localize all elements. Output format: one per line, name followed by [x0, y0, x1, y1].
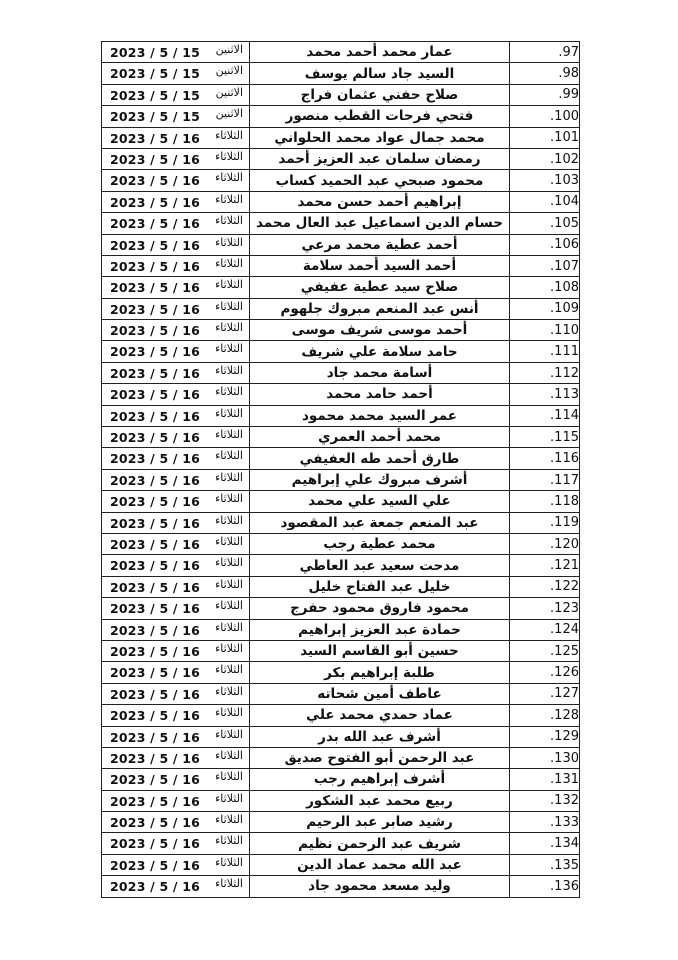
person-name: طلبة إبراهيم بكر: [250, 662, 510, 683]
table-row: [102, 127, 580, 148]
row-number: .102: [510, 148, 580, 169]
row-number: .135: [510, 854, 580, 875]
person-name: خليل عبد الفتاح خليل: [250, 576, 510, 597]
weekday-label: الثلاثاء: [215, 385, 243, 399]
date-cell: [102, 769, 250, 790]
table-row: [102, 384, 580, 405]
date-value: 2023 / 5 / 16: [110, 151, 201, 167]
person-name: علي السيد علي محمد: [250, 491, 510, 512]
row-number: .107: [510, 255, 580, 276]
row-number: .103: [510, 170, 580, 191]
date-cell: [102, 598, 250, 619]
table-row: [102, 662, 580, 683]
person-name: ربيع محمد عبد الشكور: [250, 790, 510, 811]
row-number: .109: [510, 298, 580, 319]
date-value: 2023 / 5 / 15: [110, 66, 201, 82]
date-cell: [102, 405, 250, 426]
row-number: .115: [510, 427, 580, 448]
weekday-label: الثلاثاء: [215, 748, 243, 762]
person-name: شريف عبد الرحمن نظيم: [250, 833, 510, 854]
date-value: 2023 / 5 / 16: [110, 387, 201, 403]
row-number: .122: [510, 576, 580, 597]
weekday-label: الثلاثاء: [215, 791, 243, 805]
date-cell: [102, 726, 250, 747]
weekday-label: الثلاثاء: [215, 278, 243, 292]
date-cell: [102, 127, 250, 148]
date-cell: [102, 491, 250, 512]
roster-table-body: [102, 42, 580, 898]
date-value: 2023 / 5 / 16: [110, 494, 201, 510]
weekday-label: الثلاثاء: [215, 299, 243, 313]
date-cell: [102, 277, 250, 298]
row-number: .99: [510, 84, 580, 105]
table-row: [102, 106, 580, 127]
weekday-label: الثلاثاء: [215, 556, 243, 570]
date-value: 2023 / 5 / 16: [110, 815, 201, 831]
weekday-label: الاثنين: [215, 43, 243, 56]
row-number: .108: [510, 277, 580, 298]
person-name: عبد الرحمن أبو الفتوح صديق: [250, 747, 510, 768]
weekday-label: الثلاثاء: [215, 534, 243, 548]
date-value: 2023 / 5 / 16: [110, 301, 201, 317]
person-name: رشيد صابر عبد الرحيم: [250, 812, 510, 833]
person-name: طارق أحمد طه العفيفي: [250, 448, 510, 469]
date-value: 2023 / 5 / 16: [110, 344, 201, 360]
weekday-label: الثلاثاء: [215, 599, 243, 613]
weekday-label: الاثنين: [215, 64, 243, 78]
row-number: .101: [510, 127, 580, 148]
date-cell: [102, 384, 250, 405]
date-value: 2023 / 5 / 16: [110, 536, 201, 552]
row-number: .117: [510, 469, 580, 490]
weekday-label: الثلاثاء: [215, 363, 243, 377]
weekday-label: الثلاثاء: [215, 214, 243, 228]
row-number: .121: [510, 555, 580, 576]
person-name: عمر السيد محمد محمود: [250, 405, 510, 426]
weekday-label: الثلاثاء: [215, 321, 243, 335]
table-row: [102, 448, 580, 469]
date-value: 2023 / 5 / 16: [110, 601, 201, 617]
person-name: فتحي فرحات القطب منصور: [250, 106, 510, 127]
date-value: 2023 / 5 / 16: [110, 515, 201, 531]
weekday-label: الثلاثاء: [215, 855, 243, 869]
person-name: عبد الله محمد عماد الدين: [250, 854, 510, 875]
table-row: [102, 469, 580, 490]
date-value: 2023 / 5 / 16: [110, 323, 201, 339]
row-number: .104: [510, 191, 580, 212]
weekday-label: الاثنين: [215, 107, 243, 121]
row-number: .129: [510, 726, 580, 747]
person-name: حسين أبو القاسم السيد: [250, 640, 510, 661]
weekday-label: الثلاثاء: [215, 342, 243, 356]
table-row: [102, 234, 580, 255]
row-number: .112: [510, 362, 580, 383]
weekday-label: الثلاثاء: [215, 513, 243, 527]
date-cell: [102, 191, 250, 212]
date-value: 2023 / 5 / 16: [110, 451, 201, 467]
date-value: 2023 / 5 / 16: [110, 665, 201, 681]
person-name: أحمد حامد محمد: [250, 384, 510, 405]
weekday-label: الثلاثاء: [215, 256, 243, 270]
table-row: [102, 362, 580, 383]
date-cell: [102, 833, 250, 854]
weekday-label: الثلاثاء: [215, 128, 243, 142]
date-value: 2023 / 5 / 16: [110, 258, 201, 274]
person-name: محمود صبحي عبد الحميد كساب: [250, 170, 510, 191]
date-value: 2023 / 5 / 15: [110, 109, 201, 125]
table-row: [102, 683, 580, 704]
row-number: .119: [510, 512, 580, 533]
date-cell: [102, 512, 250, 533]
table-row: [102, 427, 580, 448]
date-cell: [102, 298, 250, 319]
table-row: [102, 84, 580, 105]
person-name: مدحت سعيد عبد العاطي: [250, 555, 510, 576]
row-number: .106: [510, 234, 580, 255]
person-name: وليد مسعد محمود جاد: [250, 876, 510, 897]
table-row: [102, 876, 580, 897]
date-cell: [102, 255, 250, 276]
date-value: 2023 / 5 / 16: [110, 472, 201, 488]
date-cell: [102, 42, 250, 63]
table-row: [102, 533, 580, 554]
row-number: .132: [510, 790, 580, 811]
date-value: 2023 / 5 / 16: [110, 280, 201, 296]
person-name: حمادة عبد العزيز إبراهيم: [250, 619, 510, 640]
weekday-label: الثلاثاء: [215, 449, 243, 463]
date-value: 2023 / 5 / 16: [110, 130, 201, 146]
table-row: [102, 747, 580, 768]
row-number: .130: [510, 747, 580, 768]
date-value: 2023 / 5 / 16: [110, 772, 201, 788]
person-name: حسام الدين اسماعيل عبد العال محمد: [250, 213, 510, 234]
row-number: .134: [510, 833, 580, 854]
date-cell: [102, 234, 250, 255]
date-cell: [102, 63, 250, 84]
person-name: محمد جمال عواد محمد الحلواني: [250, 127, 510, 148]
date-cell: [102, 747, 250, 768]
person-name: صلاح حفني عثمان فراج: [250, 84, 510, 105]
row-number: .114: [510, 405, 580, 426]
date-cell: [102, 533, 250, 554]
date-cell: [102, 148, 250, 169]
date-value: 2023 / 5 / 16: [110, 686, 201, 702]
weekday-label: الثلاثاء: [215, 706, 243, 720]
row-number: .126: [510, 662, 580, 683]
weekday-label: الثلاثاء: [215, 577, 243, 591]
date-cell: [102, 320, 250, 341]
table-row: [102, 512, 580, 533]
table-row: [102, 298, 580, 319]
date-value: 2023 / 5 / 16: [110, 793, 201, 809]
person-name: عماد حمدي محمد علي: [250, 705, 510, 726]
table-row: [102, 769, 580, 790]
row-number: .98: [510, 63, 580, 84]
table-row: [102, 619, 580, 640]
weekday-label: الثلاثاء: [215, 235, 243, 249]
table-row: [102, 213, 580, 234]
table-row: [102, 42, 580, 63]
row-number: .123: [510, 598, 580, 619]
row-number: .110: [510, 320, 580, 341]
date-value: 2023 / 5 / 15: [110, 87, 201, 103]
table-row: [102, 576, 580, 597]
table-row: [102, 598, 580, 619]
weekday-label: الثلاثاء: [215, 727, 243, 741]
weekday-label: الثلاثاء: [215, 192, 243, 206]
date-value: 2023 / 5 / 16: [110, 194, 201, 210]
table-row: [102, 640, 580, 661]
table-row: [102, 555, 580, 576]
weekday-label: الثلاثاء: [215, 620, 243, 634]
weekday-label: الثلاثاء: [215, 428, 243, 442]
date-value: 2023 / 5 / 16: [110, 173, 201, 189]
date-cell: [102, 106, 250, 127]
row-number: .124: [510, 619, 580, 640]
weekday-label: الثلاثاء: [215, 492, 243, 506]
weekday-label: الثلاثاء: [215, 813, 243, 827]
date-value: 2023 / 5 / 16: [110, 622, 201, 638]
weekday-label: الثلاثاء: [215, 663, 243, 677]
weekday-label: الاثنين: [215, 85, 243, 99]
table-row: [102, 726, 580, 747]
date-value: 2023 / 5 / 16: [110, 708, 201, 724]
date-cell: [102, 640, 250, 661]
row-number: .116: [510, 448, 580, 469]
date-cell: [102, 619, 250, 640]
row-number: .97: [510, 42, 580, 63]
date-cell: [102, 662, 250, 683]
date-cell: [102, 427, 250, 448]
person-name: عمار محمد أحمد محمد: [250, 42, 510, 63]
date-value: 2023 / 5 / 16: [110, 879, 201, 895]
weekday-label: الثلاثاء: [215, 470, 243, 484]
table-row: [102, 191, 580, 212]
row-number: .125: [510, 640, 580, 661]
date-value: 2023 / 5 / 16: [110, 408, 201, 424]
date-cell: [102, 469, 250, 490]
roster-table: [101, 41, 580, 898]
weekday-label: الثلاثاء: [215, 770, 243, 784]
person-name: أشرف إبراهيم رجب: [250, 769, 510, 790]
table-row: [102, 491, 580, 512]
person-name: محمود فاروق محمود حفرج: [250, 598, 510, 619]
person-name: أحمد السيد أحمد سلامة: [250, 255, 510, 276]
table-row: [102, 320, 580, 341]
date-cell: [102, 84, 250, 105]
date-cell: [102, 341, 250, 362]
person-name: أشرف عبد الله بدر: [250, 726, 510, 747]
person-name: محمد أحمد العمري: [250, 427, 510, 448]
person-name: عبد المنعم جمعة عبد المقصود: [250, 512, 510, 533]
weekday-label: الثلاثاء: [215, 171, 243, 185]
row-number: .131: [510, 769, 580, 790]
person-name: أحمد عطية محمد مرعي: [250, 234, 510, 255]
weekday-label: الثلاثاء: [215, 406, 243, 420]
table-row: [102, 148, 580, 169]
row-number: .136: [510, 876, 580, 897]
date-value: 2023 / 5 / 16: [110, 558, 201, 574]
date-value: 2023 / 5 / 15: [110, 45, 201, 60]
person-name: السيد جاد سالم يوسف: [250, 63, 510, 84]
row-number: .118: [510, 491, 580, 512]
date-value: 2023 / 5 / 16: [110, 750, 201, 766]
date-cell: [102, 683, 250, 704]
table-row: [102, 833, 580, 854]
date-value: 2023 / 5 / 16: [110, 237, 201, 253]
row-number: .111: [510, 341, 580, 362]
table-row: [102, 812, 580, 833]
table-row: [102, 63, 580, 84]
table-row: [102, 854, 580, 875]
row-number: .105: [510, 213, 580, 234]
date-value: 2023 / 5 / 16: [110, 430, 201, 446]
date-cell: [102, 876, 250, 897]
person-name: عاطف أمين شحاته: [250, 683, 510, 704]
date-value: 2023 / 5 / 16: [110, 643, 201, 659]
date-cell: [102, 213, 250, 234]
date-value: 2023 / 5 / 16: [110, 836, 201, 852]
person-name: حامد سلامة علي شريف: [250, 341, 510, 362]
date-value: 2023 / 5 / 16: [110, 729, 201, 745]
weekday-label: الثلاثاء: [215, 149, 243, 163]
date-value: 2023 / 5 / 16: [110, 365, 201, 381]
table-row: [102, 277, 580, 298]
date-cell: [102, 170, 250, 191]
person-name: رمضان سلمان عبد العزيز أحمد: [250, 148, 510, 169]
table-row: [102, 170, 580, 191]
date-cell: [102, 812, 250, 833]
row-number: .113: [510, 384, 580, 405]
table-row: [102, 705, 580, 726]
person-name: إبراهيم أحمد حسن محمد: [250, 191, 510, 212]
date-cell: [102, 854, 250, 875]
date-cell: [102, 448, 250, 469]
row-number: .100: [510, 106, 580, 127]
date-cell: [102, 576, 250, 597]
date-value: 2023 / 5 / 16: [110, 857, 201, 873]
row-number: .127: [510, 683, 580, 704]
weekday-label: الثلاثاء: [215, 834, 243, 848]
date-value: 2023 / 5 / 16: [110, 216, 201, 232]
person-name: أسامة محمد جاد: [250, 362, 510, 383]
date-value: 2023 / 5 / 16: [110, 579, 201, 595]
date-cell: [102, 705, 250, 726]
date-cell: [102, 790, 250, 811]
table-row: [102, 341, 580, 362]
weekday-label: الثلاثاء: [215, 641, 243, 655]
table-row: [102, 405, 580, 426]
person-name: أحمد موسى شريف موسى: [250, 320, 510, 341]
person-name: محمد عطية رجب: [250, 533, 510, 554]
row-number: .133: [510, 812, 580, 833]
date-cell: [102, 362, 250, 383]
table-row: [102, 790, 580, 811]
weekday-label: الثلاثاء: [215, 684, 243, 698]
person-name: صلاح سيد عطية عفيفي: [250, 277, 510, 298]
person-name: أشرف مبروك علي إبراهيم: [250, 469, 510, 490]
row-number: .120: [510, 533, 580, 554]
row-number: .128: [510, 705, 580, 726]
person-name: أنس عبد المنعم مبروك جلهوم: [250, 298, 510, 319]
date-cell: [102, 555, 250, 576]
weekday-label: الثلاثاء: [215, 877, 243, 891]
table-row: [102, 255, 580, 276]
